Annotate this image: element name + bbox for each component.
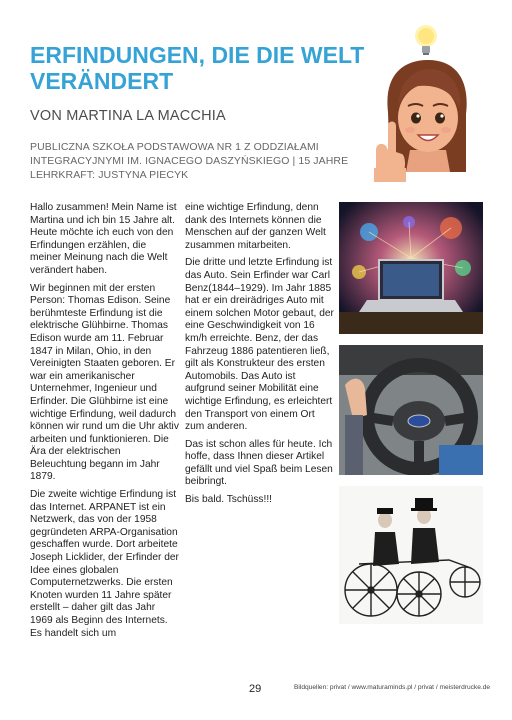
page-number: 29 — [249, 683, 262, 695]
paragraph: Wir beginnen mit der ersten Person: Thomas Edison. Seine berühmteste Erfindung ist die elektrische Glühbirne. Thomas Edison wurde am 11. Februar 1847 in Milan, Ohio, in den Vereinigten Staaten geboren. Er war ein amerikanischer Unternehmer, Ingenieur und Erfinder. Die Glühbirne ist eine wichtige Erfindung, weil dadurch können wir rund um die Uhr aktiv arbeiten und funktionieren. Die Ära der elektrischen Beleuchtung begann im Jahr 1879. — [30, 282, 179, 483]
author-line: VON MARTINA LA MACCHIA — [30, 108, 226, 124]
article-title: ERFINDUNGEN, DIE DIE WELT VERÄNDERT — [30, 42, 365, 94]
paragraph: Das ist schon alles für heute. Ich hoffe, dass Ihnen dieser Artikel gefällt und viel Spaß beim Lesen beibringt. — [185, 438, 333, 488]
internet-laptop-photo — [339, 202, 483, 334]
lightbulb-icon — [415, 25, 437, 55]
paragraph: Hallo zusammen! Mein Name ist Martina und ich bin 15 Jahre alt. Heute möchte ich euch von den Erfindungen erzählen, die meiner Meinung nach die Welt verändert haben. — [30, 202, 177, 276]
school-info: PUBLICZNA SZKOŁA PODSTAWOWA NR 1 Z ODDZIAŁAMI INTEGRACYJNYMI IM. IGNACEGO DASZYŃSKIEGO | 15 JAHRE LEHRKRAFT: JUSTYNA PIECYK — [30, 141, 349, 181]
article-column-2 — [185, 202, 335, 512]
paragraph: Bis bald. Tschüss!!! — [185, 494, 273, 506]
girl-avatar-illustration — [366, 22, 478, 182]
article-column-1 — [30, 202, 180, 645]
benz-automobile-photo — [339, 486, 483, 624]
steering-wheel-photo — [339, 345, 483, 475]
paragraph: eine wichtige Erfindung, denn dank des Internets können die Menschen auf der ganzen Welt zusammen mitarbeiten. — [185, 202, 326, 251]
paragraph: Die zweite wichtige Erfindung ist das Internet. ARPANET ist ein Netzwerk, das von der 1958 gegründeten ARPA-Organisation geschaffen wurde. Dort arbeitete Joseph Licklider, der Erfinder der Idee eines globalen Computernetzwerks. Die ersten Knoten wurden 11 Jahre später erstellt – daher gilt das Jahr 1969 als Beginn des Internets. Es handelt sich um — [30, 489, 179, 639]
paragraph: Die dritte und letzte Erfindung ist das Auto. Sein Erfinder war Carl Benz(1844–1929). Im Jahr 1885 hat er ein dreirädriges Auto mit einem solchen Motor gebaut, der eine Geschwindigkeit von 16 km/h erreichte. Benz, der das Fahrzeug 1886 patentieren ließ, gilt als Konstrukteur des ersten Automobils. Das Auto ist aufgrund seiner Mobilität eine wichtige Erfindung, es erleichtert den Transport von einem Ort zum anderen. — [185, 257, 334, 433]
image-credits: Bildquellen: privat / www.maturaminds.pl / privat / meisterdrucke.de — [294, 684, 491, 691]
